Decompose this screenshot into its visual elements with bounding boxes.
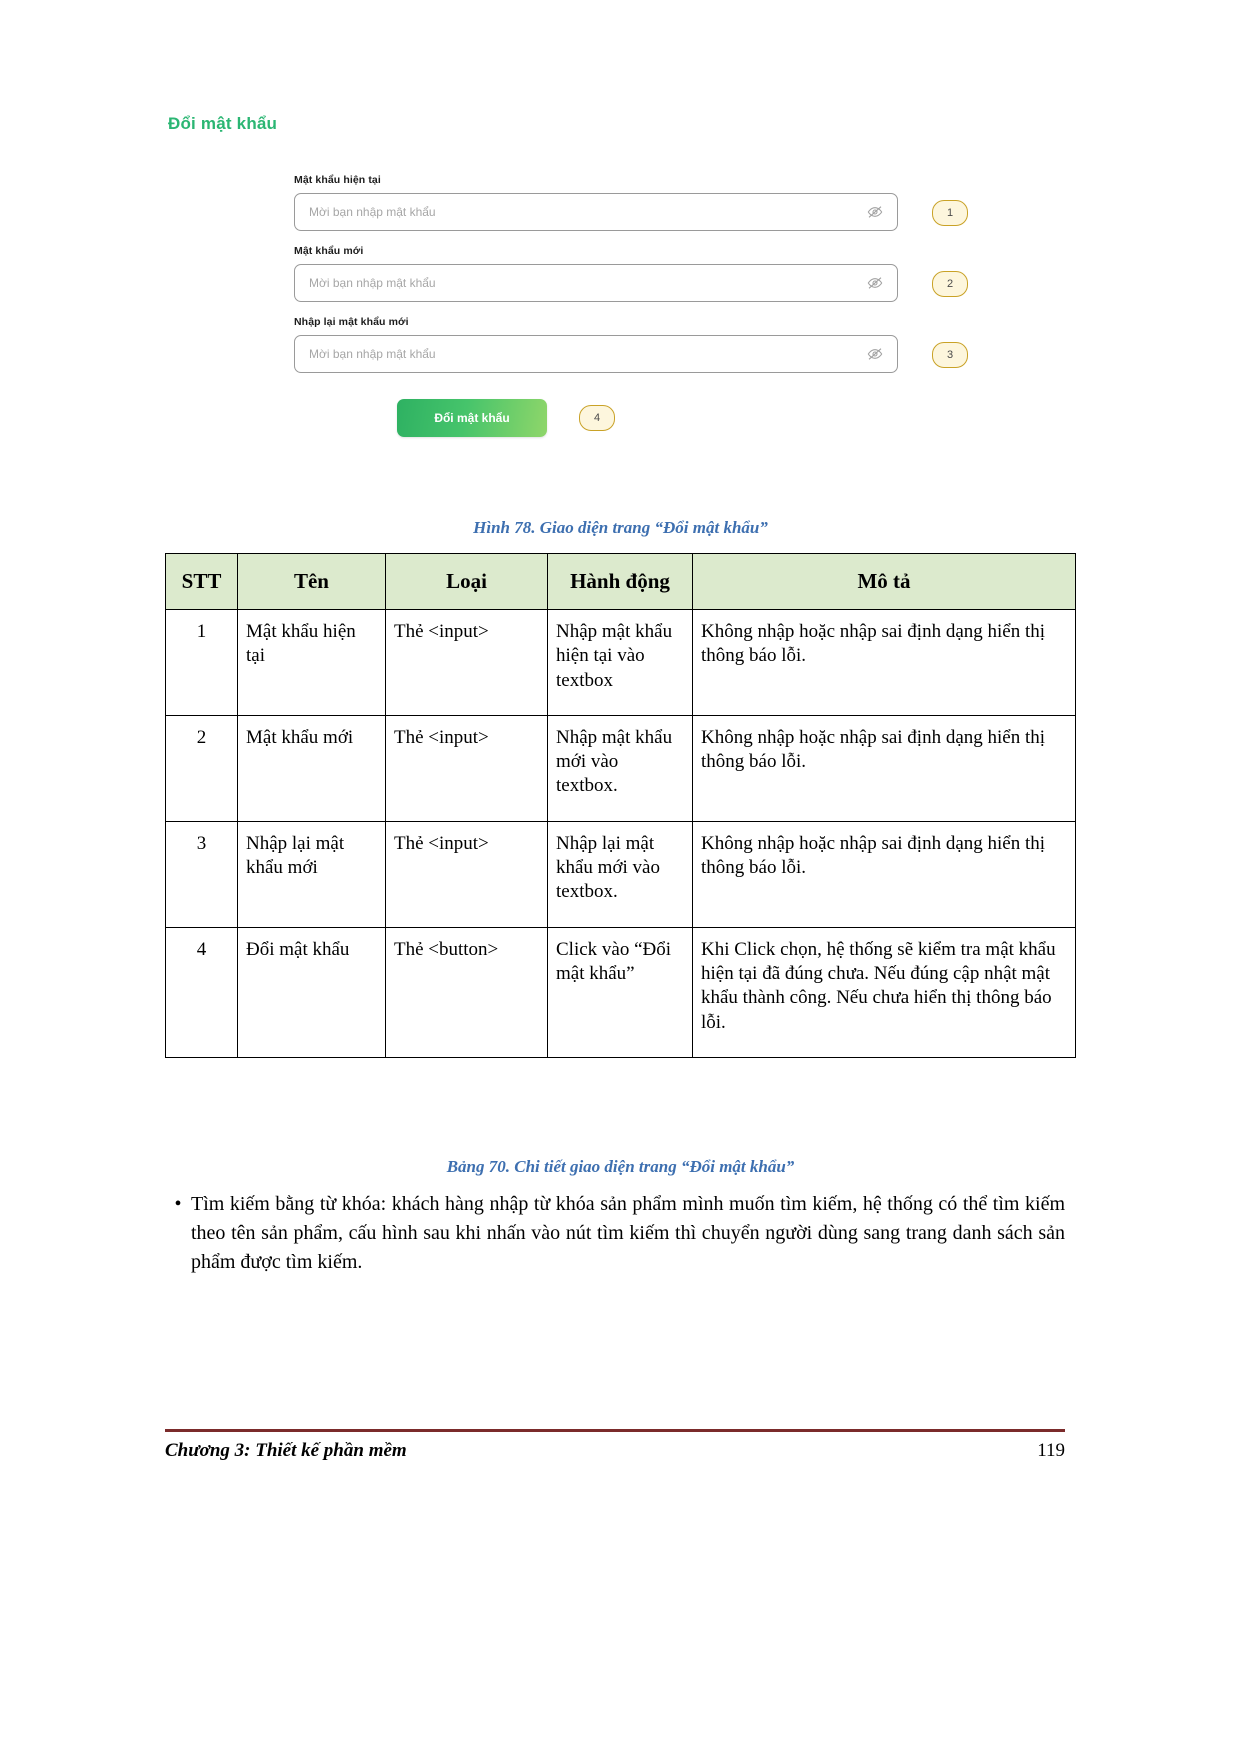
callout-badge-2: 2 — [932, 271, 968, 297]
bullet-list-item — [165, 1190, 1065, 1277]
field-confirm-password — [294, 316, 954, 373]
page-footer — [165, 1440, 1065, 1462]
figure-caption: Hình 78. Giao diện trang “Đổi mật khẩu” — [473, 518, 768, 537]
cell-hanh-dong: Nhập mật khẩu hiện tại vào textbox — [548, 609, 693, 715]
input-row-confirm-password — [294, 335, 954, 373]
cell-hanh-dong: Nhập lại mật khẩu mới vào textbox. — [548, 821, 693, 927]
column-header-stt: STT — [166, 554, 238, 610]
footer-chapter-title: Chương 3: Thiết kế phần mềm — [165, 1440, 407, 1461]
input-row-current-password — [294, 193, 954, 231]
submit-row — [294, 399, 904, 437]
cell-mo-ta: Khi Click chọn, hệ thống sẽ kiểm tra mật khẩu hiện tại đã đúng chưa. Nếu đúng cập nhật mật khẩu thành công. Nếu chưa hiển thị thông báo lỗi. — [693, 927, 1076, 1057]
table-row — [166, 609, 1076, 715]
bullet-marker-icon: • — [174, 1193, 182, 1215]
field-current-password — [294, 174, 954, 231]
column-header-mo-ta: Mô tả — [693, 554, 1076, 610]
cell-stt: 3 — [166, 821, 238, 927]
confirm-password-input[interactable] — [294, 335, 898, 373]
cell-hanh-dong: Nhập mật khẩu mới vào textbox. — [548, 715, 693, 821]
bullet-paragraph-text: Tìm kiếm bằng từ khóa: khách hàng nhập từ khóa sản phẩm mình muốn tìm kiếm, hệ thống có thể tìm kiếm theo tên sản phẩm, cấu hình sau khi nhấn vào nút tìm kiếm thì chuyển người dùng sang trang danh sách sản phẩm được tìm kiếm. — [191, 1193, 1065, 1273]
table-row — [166, 821, 1076, 927]
cell-loai: Thẻ <button> — [386, 927, 548, 1057]
column-header-loai: Loại — [386, 554, 548, 610]
cell-stt: 2 — [166, 715, 238, 821]
table-header-row — [166, 554, 1076, 610]
field-label-confirm-password: Nhập lại mật khẩu mới — [294, 316, 409, 328]
field-new-password — [294, 245, 954, 302]
table-row — [166, 715, 1076, 821]
column-header-ten: Tên — [238, 554, 386, 610]
new-password-input[interactable] — [294, 264, 898, 302]
footer-divider — [165, 1429, 1065, 1432]
field-label-current-password: Mật khẩu hiện tại — [294, 174, 381, 186]
cell-ten: Nhập lại mật khẩu mới — [238, 821, 386, 927]
cell-mo-ta: Không nhập hoặc nhập sai định dạng hiển thị thông báo lỗi. — [693, 609, 1076, 715]
page-title: Đổi mật khẩu — [168, 114, 278, 133]
figure-change-password-screenshot — [168, 96, 1068, 496]
change-password-button[interactable]: Đổi mật khẩu — [397, 399, 547, 437]
confirm-password-placeholder: Mời bạn nhập mật khẩu — [309, 347, 436, 361]
table-row — [166, 927, 1076, 1057]
new-password-placeholder: Mời bạn nhập mật khẩu — [309, 276, 436, 290]
cell-mo-ta: Không nhập hoặc nhập sai định dạng hiển thị thông báo lỗi. — [693, 715, 1076, 821]
table-caption: Bảng 70. Chi tiết giao diện trang “Đổi mật khẩu” — [446, 1157, 795, 1176]
cell-ten: Mật khẩu hiện tại — [238, 609, 386, 715]
eye-slash-icon[interactable] — [867, 204, 883, 220]
current-password-placeholder: Mời bạn nhập mật khẩu — [309, 205, 436, 219]
cell-ten: Mật khẩu mới — [238, 715, 386, 821]
input-row-new-password — [294, 264, 954, 302]
change-password-form — [294, 174, 954, 437]
cell-loai: Thẻ <input> — [386, 609, 548, 715]
callout-badge-4: 4 — [579, 405, 615, 431]
cell-stt: 4 — [166, 927, 238, 1057]
cell-loai: Thẻ <input> — [386, 715, 548, 821]
eye-slash-icon[interactable] — [867, 346, 883, 362]
footer-page-number: 119 — [1037, 1440, 1065, 1461]
cell-ten: Đổi mật khẩu — [238, 927, 386, 1057]
cell-mo-ta: Không nhập hoặc nhập sai định dạng hiển thị thông báo lỗi. — [693, 821, 1076, 927]
current-password-input[interactable] — [294, 193, 898, 231]
eye-slash-icon[interactable] — [867, 275, 883, 291]
cell-hanh-dong: Click vào “Đổi mật khẩu” — [548, 927, 693, 1057]
callout-badge-1: 1 — [932, 200, 968, 226]
cell-loai: Thẻ <input> — [386, 821, 548, 927]
interface-detail-table — [165, 553, 1076, 1058]
cell-stt: 1 — [166, 609, 238, 715]
field-label-new-password: Mật khẩu mới — [294, 245, 364, 257]
column-header-hanh-dong: Hành động — [548, 554, 693, 610]
callout-badge-3: 3 — [932, 342, 968, 368]
